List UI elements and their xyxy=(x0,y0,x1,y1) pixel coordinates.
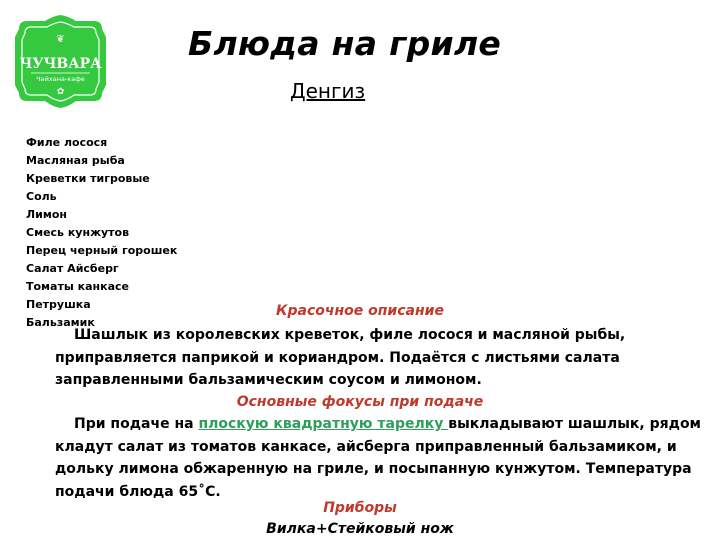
description-heading: Красочное описание xyxy=(276,303,444,319)
ingredient-item: Креветки тигровые xyxy=(26,172,150,185)
ingredient-item: Салат Айсберг xyxy=(26,262,119,275)
svg-text:✿: ✿ xyxy=(56,87,65,97)
serving-line: дольку лимона обжаренную на гриле, и посыпанную кунжутом. Температура xyxy=(55,461,692,477)
plate-link[interactable]: плоскую квадратную тарелку xyxy=(198,416,449,432)
serving-line-first xyxy=(55,413,701,436)
ingredient-item: Соль xyxy=(26,190,57,203)
page-title: Блюда на гриле xyxy=(188,24,502,63)
ingredient-item: Перец черный горошек xyxy=(26,244,178,257)
cutlery-text: Вилка+Стейковый нож xyxy=(266,521,454,537)
ingredient-item: Филе лосося xyxy=(26,136,108,149)
ingredient-item: Томаты канкасе xyxy=(26,280,129,293)
serving-text-after: выкладывают шашлык, рядом xyxy=(448,416,701,432)
ingredient-item: Масляная рыба xyxy=(26,154,125,167)
serving-text-before: При подаче на xyxy=(74,416,199,432)
ingredient-item: Бальзамик xyxy=(26,316,95,329)
svg-text:❦: ❦ xyxy=(56,34,65,45)
ingredient-item: Петрушка xyxy=(26,298,91,311)
description-line: приправляется паприкой и кориандром. Подаётся с листьями салата xyxy=(55,349,620,366)
description-line: Шашлык из королевских креветок, филе лосося и масляной рыбы, xyxy=(74,327,626,343)
serving-heading: Основные фокусы при подаче xyxy=(236,394,484,410)
logo-brand: ЧУЧВАРА xyxy=(19,56,102,72)
serving-line: подачи блюда 65˚С. xyxy=(55,483,221,500)
page-subtitle: Денгиз xyxy=(290,79,366,103)
serving-line: кладут салат из томатов канкасе, айсберга приправленный бальзамиком, и xyxy=(55,438,677,455)
description-line: заправленными бальзамическим соусом и лимоном. xyxy=(55,372,482,388)
logo-tagline: Чайхана-кафе xyxy=(36,75,85,83)
description-text xyxy=(55,324,685,392)
logo xyxy=(9,15,112,108)
serving-text xyxy=(55,413,701,503)
ingredient-item: Смесь кунжутов xyxy=(26,226,130,239)
ingredient-item: Лимон xyxy=(26,208,67,221)
cutlery-heading: Приборы xyxy=(323,500,397,516)
